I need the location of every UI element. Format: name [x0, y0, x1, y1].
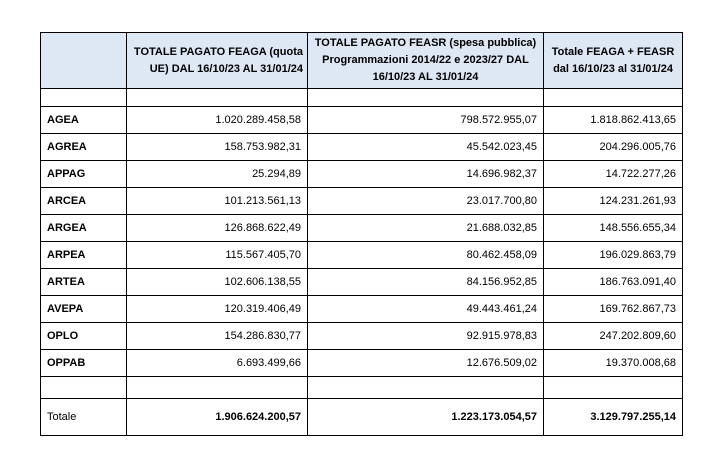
agency-name: ARTEA: [41, 269, 127, 296]
table-row: [41, 350, 683, 377]
table-row: [41, 269, 683, 296]
agency-name: APPAG: [41, 161, 127, 188]
agency-name: AGEA: [41, 107, 127, 134]
header-cell-empty: [41, 33, 127, 89]
feasr-value: 23.017.700,80: [308, 188, 544, 215]
agency-name: ARCEA: [41, 188, 127, 215]
feaga-value: 120.319.406,49: [127, 296, 308, 323]
totals-label: Totale: [41, 399, 127, 436]
agency-name: OPLO: [41, 323, 127, 350]
total-value: 204.296.005,76: [544, 134, 683, 161]
feaga-value: 154.286.830,77: [127, 323, 308, 350]
agency-name: OPPAB: [41, 350, 127, 377]
table-row: [41, 296, 683, 323]
totals-feaga: 1.906.624.200,57: [127, 399, 308, 436]
total-value: 196.029.863,79: [544, 242, 683, 269]
feaga-value: 158.753.982,31: [127, 134, 308, 161]
table-row: [41, 215, 683, 242]
agency-name: ARGEA: [41, 215, 127, 242]
feaga-value: 126.868.622,49: [127, 215, 308, 242]
feaga-value: 102.606.138,55: [127, 269, 308, 296]
feaga-value: 25.294,89: [127, 161, 308, 188]
feasr-value: 45.542.023,45: [308, 134, 544, 161]
payments-table: [40, 32, 683, 436]
totals-feasr: 1.223.173.054,57: [308, 399, 544, 436]
table-row: [41, 134, 683, 161]
feasr-value: 49.443.461,24: [308, 296, 544, 323]
feasr-value: 798.572.955,07: [308, 107, 544, 134]
total-value: 169.762.867,73: [544, 296, 683, 323]
total-value: 186.763.091,40: [544, 269, 683, 296]
totals-row: [41, 399, 683, 436]
header-total: Totale FEAGA + FEASR dal 16/10/23 al 31/01/24: [544, 33, 683, 89]
agency-name: AVEPA: [41, 296, 127, 323]
feaga-value: 6.693.499,66: [127, 350, 308, 377]
table-row: [41, 323, 683, 350]
feasr-value: 80.462.458,09: [308, 242, 544, 269]
spacer-row: [41, 89, 683, 107]
table-row: [41, 107, 683, 134]
table-body: [41, 107, 683, 377]
total-value: 124.231.261,93: [544, 188, 683, 215]
header-feaga: TOTALE PAGATO FEAGA (quota UE) DAL 16/10/23 AL 31/01/24: [127, 33, 308, 89]
total-value: 1.818.862.413,65: [544, 107, 683, 134]
feaga-value: 101.213.561,13: [127, 188, 308, 215]
table-row: [41, 188, 683, 215]
total-value: 19.370.008,68: [544, 350, 683, 377]
agency-name: AGREA: [41, 134, 127, 161]
spacer-row: [41, 377, 683, 399]
table-row: [41, 161, 683, 188]
header-feasr: TOTALE PAGATO FEASR (spesa pubblica) Programmazioni 2014/22 e 2023/27 DAL 16/10/23 AL 31/01/24: [308, 33, 544, 89]
feaga-value: 115.567.405,70: [127, 242, 308, 269]
feasr-value: 21.688.032,85: [308, 215, 544, 242]
feaga-value: 1.020.289.458,58: [127, 107, 308, 134]
header-row: [41, 33, 683, 89]
total-value: 247.202.809,60: [544, 323, 683, 350]
feasr-value: 84.156.952,85: [308, 269, 544, 296]
total-value: 14.722.277,26: [544, 161, 683, 188]
feasr-value: 92.915.978,83: [308, 323, 544, 350]
feasr-value: 14.696.982,37: [308, 161, 544, 188]
totals-total: 3.129.797.255,14: [544, 399, 683, 436]
feasr-value: 12.676.509,02: [308, 350, 544, 377]
total-value: 148.556.655,34: [544, 215, 683, 242]
table-row: [41, 242, 683, 269]
agency-name: ARPEA: [41, 242, 127, 269]
